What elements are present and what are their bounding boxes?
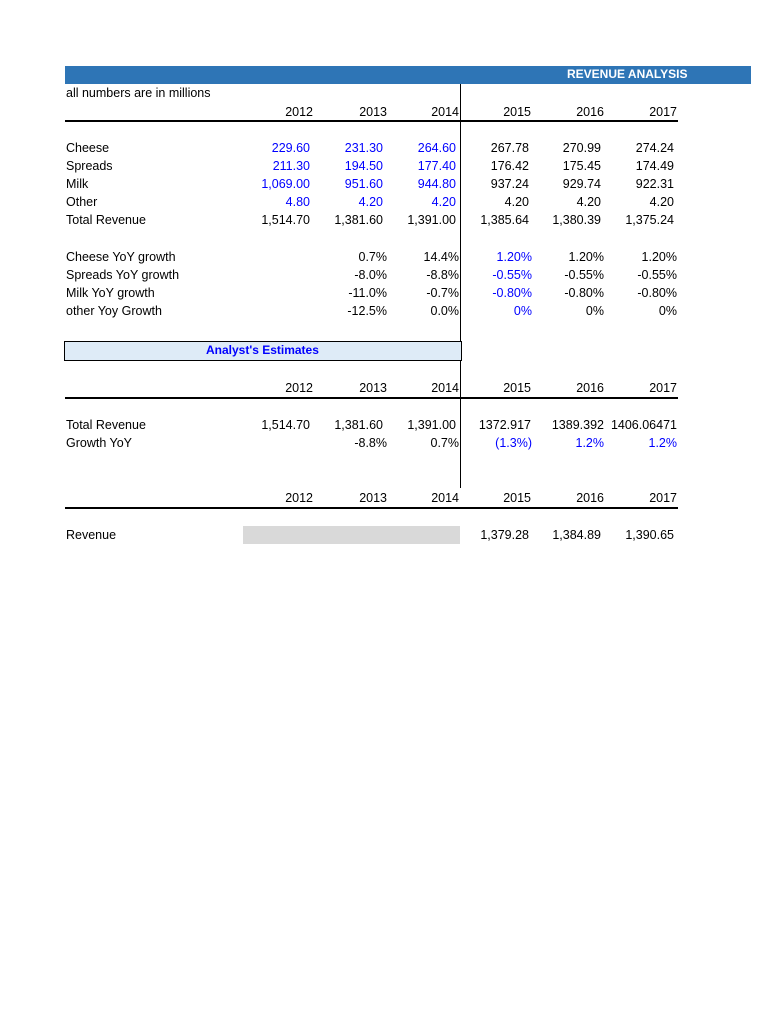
cell[interactable]: 0% — [513, 304, 532, 318]
cell[interactable]: 0% — [585, 304, 604, 318]
row-label: Total Revenue — [66, 418, 146, 432]
cell[interactable]: 922.31 — [635, 177, 674, 191]
cell[interactable]: 211.30 — [272, 159, 310, 173]
cell[interactable]: -11.0% — [348, 286, 387, 300]
year-2013: 2013 — [359, 105, 387, 119]
cell[interactable]: 177.40 — [417, 159, 456, 173]
revenue-analysis-banner — [65, 66, 751, 84]
row-label: Other — [66, 195, 98, 209]
estimates-row-growth[interactable] — [0, 436, 768, 454]
cell[interactable]: 1.20% — [641, 250, 677, 264]
cell[interactable]: 175.45 — [562, 159, 601, 173]
cell[interactable]: 929.74 — [562, 177, 601, 191]
estimates-row-total-revenue[interactable] — [0, 418, 768, 436]
year-2015: 2015 — [503, 105, 531, 119]
year-2016: 2016 — [576, 381, 604, 395]
cell[interactable]: -8.0% — [354, 268, 387, 282]
row-label: Milk YoY growth — [66, 286, 155, 300]
row-label: Total Revenue — [66, 213, 146, 227]
cell[interactable]: 1,380.39 — [552, 213, 601, 227]
year-2017: 2017 — [649, 105, 677, 119]
cell[interactable]: -0.55% — [564, 268, 604, 282]
cell[interactable]: 0% — [658, 304, 677, 318]
cell[interactable]: 1,379.28 — [480, 528, 529, 542]
cell[interactable]: 4.20 — [358, 195, 383, 209]
year-2012: 2012 — [285, 105, 313, 119]
cell[interactable]: 1389.392 — [551, 418, 604, 432]
revenue-row-total[interactable] — [0, 213, 768, 231]
cell[interactable]: 1,514.70 — [261, 418, 310, 432]
cell[interactable]: 1.2% — [648, 436, 677, 450]
cell[interactable]: -0.55% — [492, 268, 532, 282]
year-2013: 2013 — [359, 491, 387, 505]
growth-row-other[interactable] — [0, 304, 768, 322]
cell[interactable]: 267.78 — [490, 141, 529, 155]
revenue-row-cheese[interactable] — [0, 141, 768, 159]
year-2012: 2012 — [285, 491, 313, 505]
row-label: other Yoy Growth — [66, 304, 162, 318]
cell[interactable]: 1372.917 — [478, 418, 531, 432]
forecast-row-revenue[interactable] — [0, 528, 768, 546]
cell[interactable]: 1.20% — [496, 250, 532, 264]
cell[interactable]: 0.7% — [430, 436, 459, 450]
cell[interactable]: 951.60 — [344, 177, 383, 191]
cell[interactable]: 1406.06471 — [610, 418, 677, 432]
cell[interactable]: 14.4% — [423, 250, 459, 264]
cell[interactable]: 4.20 — [504, 195, 529, 209]
year-2017: 2017 — [649, 491, 677, 505]
revenue-row-milk[interactable] — [0, 177, 768, 195]
cell[interactable]: -0.80% — [564, 286, 604, 300]
growth-row-spreads[interactable] — [0, 268, 768, 286]
cell[interactable]: 231.30 — [344, 141, 383, 155]
units-note: all numbers are in millions — [66, 86, 211, 100]
cell[interactable]: -0.55% — [637, 268, 677, 282]
cell[interactable]: 1.20% — [568, 250, 604, 264]
cell[interactable]: 0.7% — [358, 250, 387, 264]
revenue-row-spreads[interactable] — [0, 159, 768, 177]
cell[interactable]: -12.5% — [347, 304, 387, 318]
cell[interactable]: 1,514.70 — [261, 213, 310, 227]
cell[interactable]: 1.2% — [575, 436, 604, 450]
cell[interactable]: -8.8% — [354, 436, 387, 450]
revenue-row-other[interactable] — [0, 195, 768, 213]
year-2013: 2013 — [359, 381, 387, 395]
row-label: Milk — [66, 177, 89, 191]
estimates-header-rule — [65, 397, 678, 399]
growth-row-milk[interactable] — [0, 286, 768, 304]
cell[interactable]: 1,390.65 — [625, 528, 674, 542]
cell[interactable]: 4.80 — [285, 195, 310, 209]
row-label: Revenue — [66, 528, 117, 542]
year-2016: 2016 — [576, 105, 604, 119]
cell[interactable]: 1,391.00 — [407, 213, 456, 227]
cell[interactable]: 229.60 — [271, 141, 310, 155]
row-label: Cheese YoY growth — [66, 250, 176, 264]
cell[interactable]: 937.24 — [490, 177, 529, 191]
banner-title: REVENUE ANALYSIS — [567, 67, 688, 81]
cell[interactable]: 0.0% — [430, 304, 459, 318]
forecast-header-rule — [65, 507, 678, 509]
cell[interactable]: -0.7% — [426, 286, 459, 300]
cell[interactable]: 944.80 — [417, 177, 456, 191]
cell[interactable]: 4.20 — [431, 195, 456, 209]
cell[interactable]: 1,375.24 — [625, 213, 674, 227]
cell[interactable]: 1,381.60 — [334, 213, 383, 227]
year-2012: 2012 — [285, 381, 313, 395]
cell[interactable]: -0.80% — [637, 286, 677, 300]
cell[interactable]: 274.24 — [635, 141, 674, 155]
cell[interactable]: 1,385.64 — [480, 213, 529, 227]
analyst-estimates-title: Analyst's Estimates — [206, 343, 319, 357]
year-2015: 2015 — [503, 491, 531, 505]
row-label: Growth YoY — [66, 436, 133, 450]
year-2014: 2014 — [431, 105, 459, 119]
row-label: Spreads — [66, 159, 113, 173]
row-label: Spreads YoY growth — [66, 268, 180, 282]
growth-row-cheese[interactable] — [0, 250, 768, 268]
cell[interactable]: 1,381.60 — [334, 418, 383, 432]
year-2014: 2014 — [431, 491, 459, 505]
row-label: Cheese — [66, 141, 110, 155]
year-2017: 2017 — [649, 381, 677, 395]
header-rule — [65, 120, 678, 122]
cell[interactable]: 4.20 — [576, 195, 601, 209]
cell[interactable]: 176.42 — [490, 159, 529, 173]
cell[interactable]: -8.8% — [426, 268, 459, 282]
cell[interactable]: 264.60 — [417, 141, 456, 155]
cell[interactable]: 194.50 — [344, 159, 383, 173]
year-2016: 2016 — [576, 491, 604, 505]
cell[interactable]: 174.49 — [635, 159, 674, 173]
cell[interactable]: 1,384.89 — [552, 528, 601, 542]
year-2015: 2015 — [503, 381, 531, 395]
year-2014: 2014 — [431, 381, 459, 395]
cell[interactable]: 270.99 — [562, 141, 601, 155]
cell[interactable]: 4.20 — [649, 195, 674, 209]
cell[interactable]: 1,391.00 — [407, 418, 456, 432]
cell[interactable]: -0.80% — [492, 286, 532, 300]
cell[interactable]: (1.3%) — [495, 436, 532, 450]
cell[interactable]: 1,069.00 — [261, 177, 310, 191]
